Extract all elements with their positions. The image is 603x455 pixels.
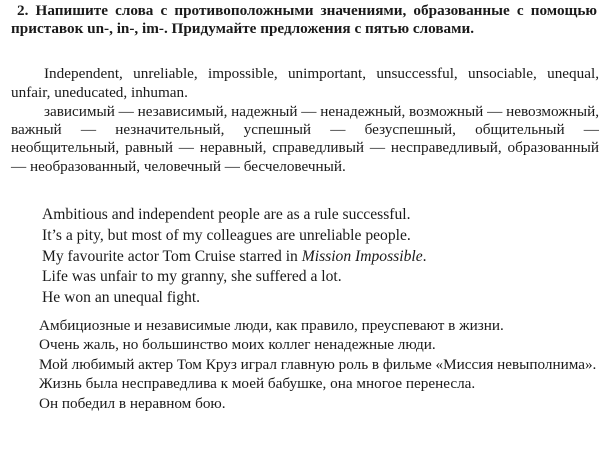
english-sentence-3-suffix: . bbox=[422, 247, 427, 265]
english-word-list: Independent, unreliable, impossible, unimportant, unsuccessful, unsociable, unequal, unfair, uneducated, inhuman. bbox=[11, 65, 599, 101]
english-sentence-4: Life was unfair to my granny, she suffered a lot. bbox=[42, 268, 342, 286]
russian-sentence-2: Очень жаль, но большинство моих коллег ненадежные люди. bbox=[39, 336, 436, 354]
task-number: 2. bbox=[17, 2, 29, 19]
task-instruction: Напишите слова с противоположными значениями, образованные с помощью приставок un-, in-, im-. Придумайте предложения с пятью словами. bbox=[11, 2, 598, 37]
english-sentence-1: Ambitious and independent people are as a rule successful. bbox=[42, 206, 411, 223]
russian-sentences bbox=[11, 316, 599, 413]
english-sentence-2: It’s a pity, but most of my colleagues are unreliable people. bbox=[42, 226, 411, 244]
russian-sentence-3: Мой любимый актер Том Круз играл главную роль в фильме «Миссия невыполнима». bbox=[39, 355, 597, 373]
english-sentence-5: He won an unequal fight. bbox=[42, 289, 201, 307]
russian-sentence-4: Жизнь была несправедлива к моей бабушке, она многое перенесла. bbox=[39, 375, 476, 393]
english-sentence-3-prefix: My favourite actor Tom Cruise starred in bbox=[42, 247, 298, 265]
task-heading bbox=[11, 2, 597, 38]
russian-word-pairs: зависимый — независимый, надежный — ненадежный, возможный — невозможный, важный — незначительный, успешный — безуспешный, общительный — необщительный, равный — неравный, справедливый — несправедливый, образованный — необразованный, человечный — бесчеловечный. bbox=[11, 103, 599, 175]
film-title: Mission Impossible bbox=[301, 247, 423, 265]
russian-sentence-5: Он победил в неравном бою. bbox=[39, 394, 226, 412]
russian-sentence-1: Амбициозные и независимые люди, как правило, преуспевают в жизни. bbox=[39, 317, 504, 334]
english-sentence-3 bbox=[42, 247, 582, 268]
english-sentences bbox=[42, 205, 582, 309]
